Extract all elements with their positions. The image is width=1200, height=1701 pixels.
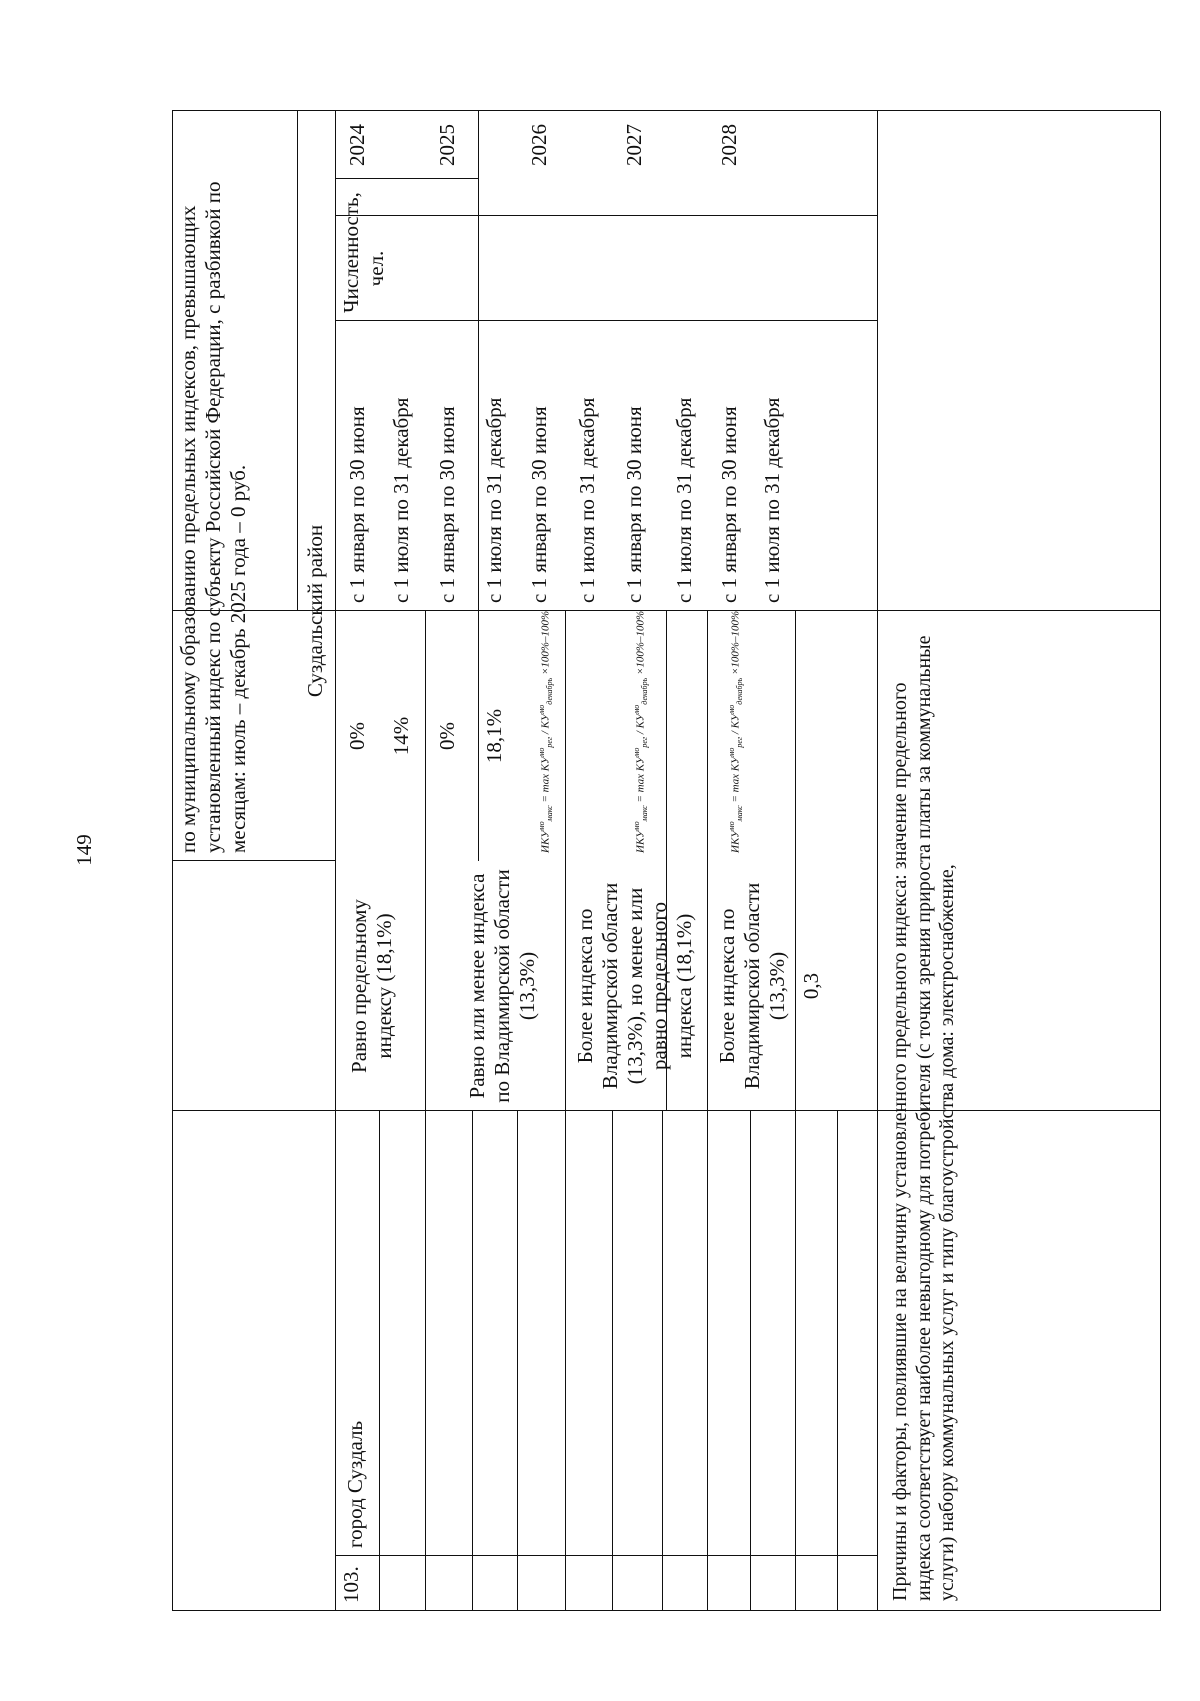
period-2028-h2: с 1 июля по 31 декабря: [760, 397, 784, 603]
index-value: 0%: [345, 722, 369, 750]
period-2024-h2: с 1 июля по 31 декабря: [389, 397, 413, 603]
index-formula: $ИКУ^{мо}_{макс} = \max КУ^{мо}_{рег} / КУ^{мо}_{декабрь} \times 100\%-100\%$: [632, 610, 649, 853]
index-value: 0%: [435, 722, 459, 750]
condition-between: Более индекса по Владимирской области (13,3%), но менее или равно предельного индекса (18,1%): [573, 882, 697, 1090]
year-2026: 2026: [527, 124, 551, 166]
condition-equal-or-less: Равно или менее индекса по Владимирской области (13,3%): [465, 869, 539, 1103]
period-2028-h1: с 1 января по 30 июня: [717, 406, 741, 603]
condition-equal-limit: Равно предельному индексу (18,1%): [347, 899, 396, 1073]
year-2028: 2028: [717, 124, 741, 166]
year-2027: 2027: [622, 124, 646, 166]
year-2025: 2025: [435, 124, 459, 166]
period-2026-h2: с 1 июля по 31 декабря: [575, 397, 599, 603]
index-value: 18,1%: [482, 708, 506, 764]
section-title: Суздальский район: [303, 524, 327, 698]
metric-value: 0,3: [799, 972, 823, 1000]
index-formula: $ИКУ^{мо}_{макс} = \max КУ^{мо}_{рег} / КУ^{мо}_{декабрь} \times 100\%-100\%$: [727, 610, 744, 853]
reasons-text: Причины и факторы, повлиявшие на величину установленного предельного индекса: значение предельного индекса соответствует наиболее невыгодному для потребителя (с точки зрения прироста платы за коммунальные услуги) набору коммунальных услуг и типу благоустройства дома: электроснабжение,: [889, 635, 959, 1601]
entry-municipality: город Суздаль: [343, 1420, 367, 1548]
page-number: 149: [72, 834, 96, 866]
entry-number: 103.: [339, 1566, 363, 1603]
metric-label-population: Численность, чел.: [339, 192, 388, 313]
index-formula: $ИКУ^{мо}_{макс} = \max КУ^{мо}_{рег} / КУ^{мо}_{декабрь} \times 100\%-100\%$: [537, 610, 554, 853]
period-2024-h1: с 1 января по 30 июня: [345, 406, 369, 603]
document-table: [172, 111, 1160, 1611]
condition-more-region: Более индекса по Владимирской области (13,3%): [715, 882, 789, 1090]
period-2025-h1: с 1 января по 30 июня: [435, 406, 459, 603]
period-2025-h2: с 1 июля по 31 декабря: [482, 397, 506, 603]
top-note: по муниципальному образованию предельных индексов, превышающих установленный индекс по субъекту Российской Федерации, с разбивкой по месяцам: июль – декабрь 2025 года – 0 руб.: [176, 181, 250, 853]
year-2024: 2024: [345, 124, 369, 166]
period-2027-h2: с 1 июля по 31 декабря: [672, 397, 696, 603]
period-2027-h1: с 1 января по 30 июня: [622, 406, 646, 603]
index-value: 14%: [389, 716, 413, 756]
period-2026-h1: с 1 января по 30 июня: [527, 406, 551, 603]
